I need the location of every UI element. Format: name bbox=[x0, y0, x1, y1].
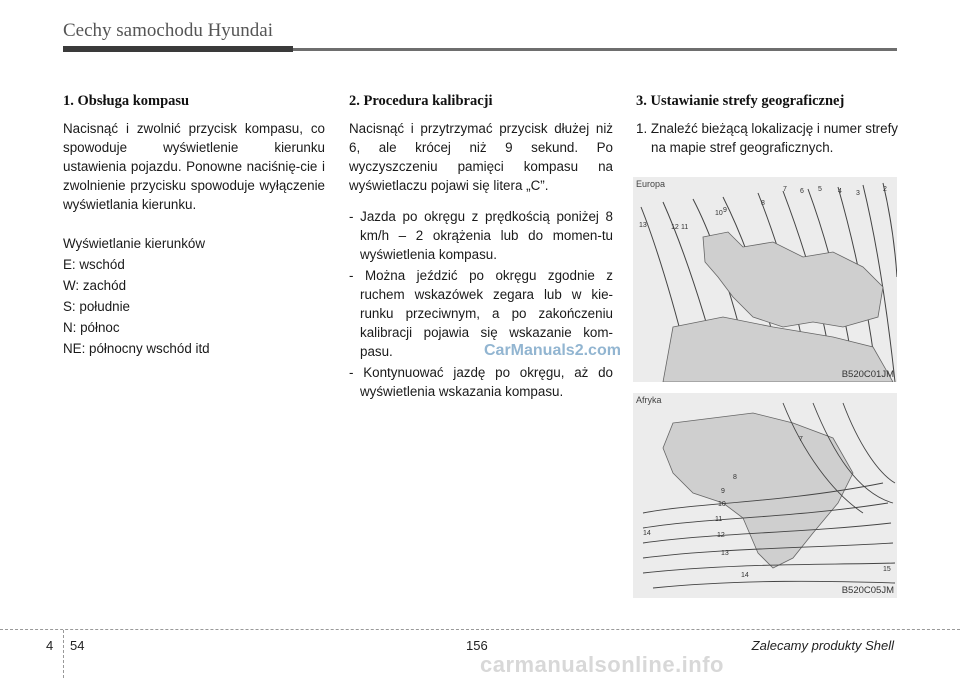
watermark-link[interactable]: CarManuals2.com bbox=[484, 342, 621, 359]
zone-label: 7 bbox=[783, 186, 787, 193]
zone-label: 8 bbox=[733, 474, 737, 481]
compass-operation-column bbox=[63, 92, 325, 360]
zone-label: 8 bbox=[761, 200, 765, 207]
africa-map-label: Afryka bbox=[636, 395, 662, 405]
footer-rule bbox=[0, 629, 960, 630]
zone-label: 7 bbox=[799, 436, 803, 443]
zone-label: 14 bbox=[643, 530, 651, 537]
compass-operation-heading: 1. Obsługa kompasu bbox=[63, 93, 190, 109]
europe-map-drawing bbox=[633, 177, 897, 382]
zone-setting-step: 1. Znaleźć bieżącą lokalizację i numer strefy na mapie stref geograficznych. bbox=[636, 121, 898, 155]
zone-label: 9 bbox=[721, 488, 725, 495]
zone-label: 3 bbox=[856, 190, 860, 197]
zone-label: 12 bbox=[717, 532, 725, 539]
zone-label: 2 bbox=[883, 186, 887, 193]
footer-slogan: Zalecamy produkty Shell bbox=[751, 638, 894, 653]
footer-site-link[interactable]: carmanualsonline.info bbox=[480, 652, 724, 677]
direction-east: E: wschód bbox=[63, 257, 125, 272]
zone-setting-column bbox=[636, 92, 898, 157]
europe-zone-map bbox=[633, 177, 897, 382]
calibration-text: Nacisnąć i przytrzymać przycisk dłużej niż 6, ale krócej niż 9 sekund. Po wyczyszczeniu pamięci kompasu na wyświetlaczu pojawi się litera „C”. bbox=[349, 121, 613, 193]
zone-label: 4 bbox=[838, 188, 842, 195]
page-header-title: Cechy samochodu Hyundai bbox=[63, 20, 274, 41]
europe-map-label: Europa bbox=[636, 179, 666, 189]
direction-west: W: zachód bbox=[63, 278, 127, 293]
calibration-step: - Można jeździć po okręgu zgodnie z ruchem wskazówek zegara lub w kie-runku przeciwnym, a po zakończeniu kalibracji pojawia się wskazanie kom-pasu. bbox=[349, 268, 613, 359]
calibration-step: - Jazda po okręgu z prędkością poniżej 8 km/h – 2 okrążenia lub do momen-tu wyświetlenia kompasu. bbox=[349, 209, 613, 262]
zone-label: 13 bbox=[721, 550, 729, 557]
zone-label: 14 bbox=[741, 572, 749, 579]
zone-label: 9 bbox=[723, 207, 727, 214]
footer-divider bbox=[63, 630, 64, 678]
zone-label: 10 bbox=[718, 501, 726, 508]
africa-map-drawing bbox=[633, 393, 897, 598]
zone-label: 15 bbox=[883, 566, 891, 573]
calibration-heading: 2. Procedura kalibracji bbox=[349, 93, 493, 109]
footer-center-number: 156 bbox=[466, 638, 488, 653]
footer-section-number: 4 bbox=[46, 638, 54, 653]
zone-label: 11 bbox=[681, 224, 689, 231]
calibration-step: - Kontynuować jazdę po okręgu, aż do wyświetlenia wskazania kompasu. bbox=[349, 365, 613, 399]
europe-map-code: B520C01JM bbox=[841, 369, 894, 380]
compass-operation-text: Nacisnąć i zwolnić przycisk kompasu, co spowoduje wyświetlenie kierunku ustawienia pojazdu. Ponowne naciśnię-cie i zwolnienie przycisku spowoduje wyłączenie wyświetlania kierunku. bbox=[63, 121, 325, 212]
zone-label: 12 bbox=[671, 224, 679, 231]
zone-setting-heading: 3. Ustawianie strefy geograficznej bbox=[636, 93, 845, 109]
direction-north: N: północ bbox=[63, 320, 120, 335]
header-rule-accent bbox=[63, 46, 293, 52]
footer-page-number: 54 bbox=[70, 638, 85, 653]
direction-northeast: NE: północny wschód itd bbox=[63, 341, 210, 356]
zone-label: 6 bbox=[800, 188, 804, 195]
zone-label: 13 bbox=[639, 222, 647, 229]
zone-label: 10 bbox=[715, 210, 723, 217]
africa-map-code: B520C05JM bbox=[841, 585, 894, 596]
direction-south: S: południe bbox=[63, 299, 131, 314]
africa-zone-map bbox=[633, 393, 897, 598]
zone-label: 11 bbox=[715, 516, 723, 523]
zone-label: 5 bbox=[818, 186, 822, 193]
directions-title: Wyświetlanie kierunków bbox=[63, 236, 206, 251]
